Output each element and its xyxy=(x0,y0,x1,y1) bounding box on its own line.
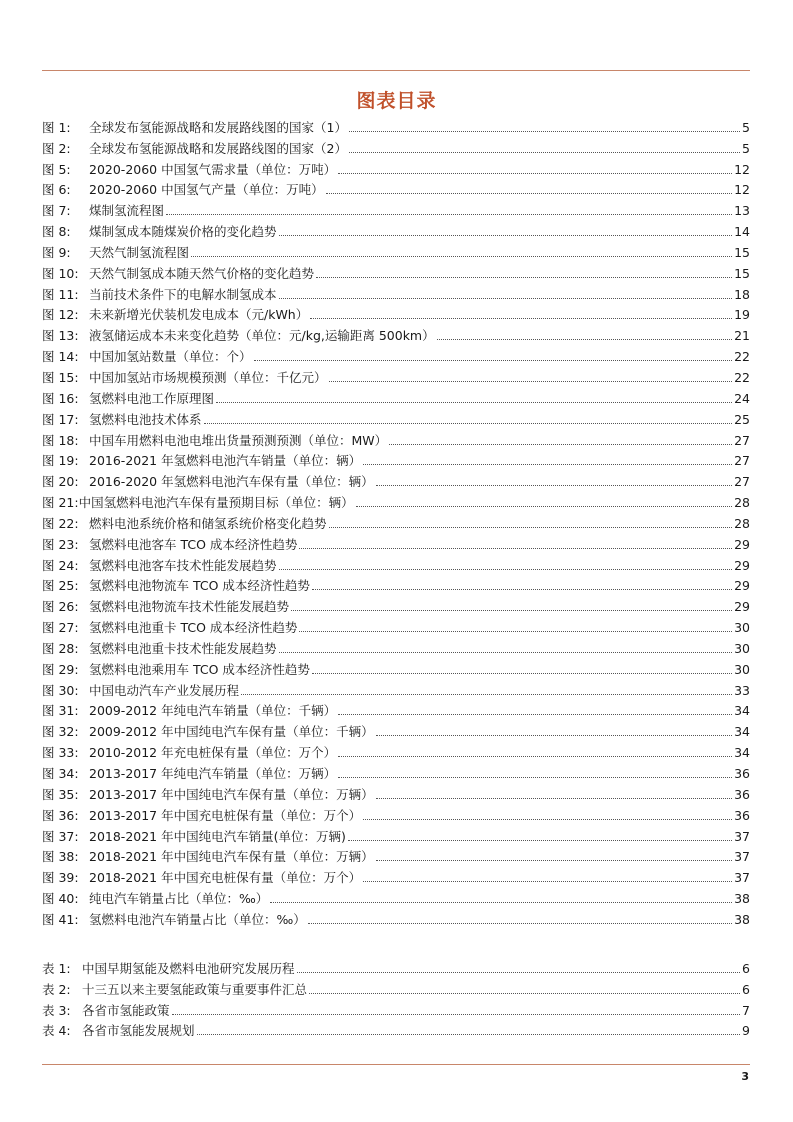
figure-entry-title: 2020-2060 中国氢气需求量（单位：万吨） xyxy=(89,161,337,177)
figure-entry-page: 15 xyxy=(734,244,750,260)
figure-entry-title: 中国电动汽车产业发展历程 xyxy=(89,682,240,698)
dot-leader xyxy=(254,360,733,361)
figure-entry-title: 全球发布氢能源战略和发展路线图的国家（2） xyxy=(89,140,347,156)
dot-leader xyxy=(308,923,732,924)
dot-leader xyxy=(329,527,733,528)
figure-entry-title: 2018-2021 年中国充电桩保有量（单位：万个） xyxy=(89,870,362,886)
page-title: 图表目录 xyxy=(356,90,437,112)
figure-entry[interactable] xyxy=(42,156,750,177)
dot-leader xyxy=(376,798,732,799)
figure-entry-label: 图 26: xyxy=(42,599,79,615)
figure-entry-label: 图 32: xyxy=(42,724,79,740)
figure-entry[interactable] xyxy=(42,864,750,885)
figure-entry[interactable] xyxy=(42,510,750,531)
figure-entry-page: 14 xyxy=(734,224,750,240)
figure-entry[interactable] xyxy=(42,739,750,760)
dot-leader xyxy=(279,569,733,570)
table-entry-title: 各省市氢能发展规划 xyxy=(82,1023,195,1039)
figure-entry[interactable] xyxy=(42,260,750,281)
table-entry[interactable] xyxy=(42,976,750,997)
figure-entry-title: 氢燃料电池乘用车 TCO 成本经济性趋势 xyxy=(89,661,310,677)
figure-entry-page: 27 xyxy=(734,432,750,448)
figure-entry[interactable] xyxy=(42,448,750,469)
dot-leader xyxy=(172,1014,741,1015)
figure-entry-label: 图 2: xyxy=(42,140,71,156)
figure-entry[interactable] xyxy=(42,343,750,364)
table-list xyxy=(42,955,750,1038)
figure-entry-title: 煤制氢流程图 xyxy=(89,203,165,219)
dot-leader xyxy=(349,152,740,153)
figure-entry-label: 图 36: xyxy=(42,807,79,823)
figure-entry-page: 12 xyxy=(734,182,750,198)
figure-entry[interactable] xyxy=(42,698,750,719)
figure-entry-label: 图 19: xyxy=(42,453,79,469)
figure-entry[interactable] xyxy=(42,322,750,343)
figure-entry-page: 27 xyxy=(734,453,750,469)
dot-leader xyxy=(437,339,732,340)
figure-entry-title: 天然气制氢流程图 xyxy=(89,244,190,260)
figure-entry-page: 36 xyxy=(734,786,750,802)
figure-entry[interactable] xyxy=(42,635,750,656)
dot-leader xyxy=(376,485,732,486)
figure-entry[interactable] xyxy=(42,844,750,865)
dot-leader xyxy=(312,673,732,674)
figure-entry-label: 图 13: xyxy=(42,328,79,344)
figure-entry-title: 中国氢燃料电池汽车保有量预期目标（单位：辆） xyxy=(78,495,354,511)
figure-entry-label: 图 7: xyxy=(42,203,71,219)
figure-entry-title: 中国加氢站数量（单位：个） xyxy=(89,349,252,365)
dot-leader xyxy=(312,589,732,590)
table-entry-label: 表 3: xyxy=(42,1002,71,1018)
figure-entry-label: 图 18: xyxy=(42,432,79,448)
figure-entry[interactable] xyxy=(42,281,750,302)
dot-leader xyxy=(279,298,733,299)
dot-leader xyxy=(299,548,732,549)
figure-entry[interactable] xyxy=(42,468,750,489)
figure-entry-page: 36 xyxy=(734,807,750,823)
figure-entry-label: 图 41: xyxy=(42,911,79,927)
footer-rule xyxy=(42,1064,750,1065)
figure-entry-page: 34 xyxy=(734,703,750,719)
figure-entry-label: 图 10: xyxy=(42,265,79,281)
figure-entry-page: 13 xyxy=(734,203,750,219)
figure-entry-title: 氢燃料电池汽车销量占比（单位：‰） xyxy=(89,911,306,927)
figure-entry-page: 37 xyxy=(734,828,750,844)
figure-entry[interactable] xyxy=(42,239,750,260)
figure-entry[interactable] xyxy=(42,114,750,135)
figure-entry-label: 图 28: xyxy=(42,640,79,656)
figure-entry[interactable] xyxy=(42,406,750,427)
figure-entry-title: 天然气制氢成本随天然气价格的变化趋势 xyxy=(89,265,315,281)
table-entry-title: 各省市氢能政策 xyxy=(82,1002,170,1018)
dot-leader xyxy=(299,631,732,632)
figure-entry-label: 图 27: xyxy=(42,620,79,636)
figure-entry-page: 22 xyxy=(734,349,750,365)
dot-leader xyxy=(291,610,732,611)
dot-leader xyxy=(279,235,733,236)
figure-entry-page: 30 xyxy=(734,620,750,636)
table-entry-page: 6 xyxy=(742,960,750,976)
figure-entry-title: 2010-2012 年充电桩保有量（单位：万个） xyxy=(89,745,337,761)
figure-entry[interactable] xyxy=(42,677,750,698)
dot-leader xyxy=(348,840,732,841)
header-rule xyxy=(42,70,750,71)
figure-entry-title: 2013-2017 年中国纯电汽车保有量（单位：万辆） xyxy=(89,786,374,802)
figure-entry-page: 27 xyxy=(734,474,750,490)
figure-entry[interactable] xyxy=(42,573,750,594)
figure-entry-page: 29 xyxy=(734,557,750,573)
figure-entry-title: 2020-2060 中国氢气产量（单位：万吨） xyxy=(89,182,324,198)
table-entry[interactable] xyxy=(42,1018,750,1039)
figure-entry-label: 图 16: xyxy=(42,390,79,406)
figure-entry-title: 2009-2012 年纯电汽车销量（单位：千辆） xyxy=(89,703,337,719)
figure-entry[interactable] xyxy=(42,552,750,573)
figure-entry-label: 图 20: xyxy=(42,474,79,490)
dot-leader xyxy=(216,402,732,403)
figure-entry[interactable] xyxy=(42,531,750,552)
figure-entry-label: 图 38: xyxy=(42,849,79,865)
figure-entry-page: 37 xyxy=(734,870,750,886)
dot-leader xyxy=(329,381,733,382)
dot-leader xyxy=(356,506,732,507)
dot-leader xyxy=(389,444,732,445)
figure-entry-label: 图 14: xyxy=(42,349,79,365)
figure-entry-label: 图 21: xyxy=(42,495,79,511)
figure-entry-page: 38 xyxy=(734,891,750,907)
figure-entry[interactable] xyxy=(42,177,750,198)
figure-entry-title: 氢燃料电池物流车技术性能发展趋势 xyxy=(89,599,290,615)
figure-entry-label: 图 17: xyxy=(42,411,79,427)
figure-entry-page: 34 xyxy=(734,745,750,761)
figure-entry-page: 33 xyxy=(734,682,750,698)
figure-entry-label: 图 5: xyxy=(42,161,71,177)
figure-entry-title: 2016-2020 年氢燃料电池汽车保有量（单位：辆） xyxy=(89,474,374,490)
figure-entry[interactable] xyxy=(42,385,750,406)
figure-entry-page: 29 xyxy=(734,578,750,594)
dot-leader xyxy=(309,993,740,994)
figure-entry-label: 图 25: xyxy=(42,578,79,594)
figure-entry-page: 28 xyxy=(734,495,750,511)
dot-leader xyxy=(191,256,732,257)
figure-entry-title: 煤制氢成本随煤炭价格的变化趋势 xyxy=(89,224,277,240)
dot-leader xyxy=(363,464,732,465)
figure-entry-title: 未来新增光伏装机发电成本（元/kWh） xyxy=(89,307,309,323)
table-entry-label: 表 1: xyxy=(42,960,71,976)
figure-entry-label: 图 12: xyxy=(42,307,79,323)
figure-entry-title: 氢燃料电池客车 TCO 成本经济性趋势 xyxy=(89,536,298,552)
page-number: 3 xyxy=(741,1070,749,1083)
figure-entry-label: 图 39: xyxy=(42,870,79,886)
figure-entry[interactable] xyxy=(42,489,750,510)
dot-leader xyxy=(316,277,732,278)
figure-entry-page: 22 xyxy=(734,369,750,385)
table-entry-title: 十三五以来主要氢能政策与重要事件汇总 xyxy=(82,981,308,997)
figure-entry[interactable] xyxy=(42,364,750,385)
figure-entry-title: 2013-2017 年纯电汽车销量（单位：万辆） xyxy=(89,766,337,781)
figure-entry-label: 图 11: xyxy=(42,286,79,302)
figure-entry[interactable] xyxy=(42,781,750,802)
figure-entry-label: 图 33: xyxy=(42,745,79,761)
figure-entry-page: 28 xyxy=(734,515,750,531)
figure-entry[interactable] xyxy=(42,135,750,156)
dot-leader xyxy=(338,777,732,778)
table-entry-page: 6 xyxy=(742,981,750,997)
dot-leader xyxy=(326,193,732,194)
figure-entry-page: 5 xyxy=(742,119,750,135)
dot-leader xyxy=(349,131,740,132)
figure-entry-page: 36 xyxy=(734,766,750,781)
dot-leader xyxy=(204,423,733,424)
dot-leader xyxy=(363,881,732,882)
figure-entry-label: 图 31: xyxy=(42,703,79,719)
figure-list xyxy=(42,114,750,927)
figure-entry-label: 图 23: xyxy=(42,536,79,552)
dot-leader xyxy=(376,735,732,736)
figure-entry-title: 氢燃料电池物流车 TCO 成本经济性趋势 xyxy=(89,578,310,594)
figure-entry[interactable] xyxy=(42,760,750,781)
figure-entry-title: 2009-2012 年中国纯电汽车保有量（单位：千辆） xyxy=(89,724,374,740)
figure-entry-title: 2013-2017 年中国充电桩保有量（单位：万个） xyxy=(89,807,362,823)
figure-entry-title: 氢燃料电池工作原理图 xyxy=(89,390,215,406)
figure-entry[interactable] xyxy=(42,885,750,906)
figure-entry[interactable] xyxy=(42,302,750,323)
figure-entry[interactable] xyxy=(42,823,750,844)
figure-entry-label: 图 35: xyxy=(42,786,79,802)
figure-entry-title: 纯电汽车销量占比（单位：‰） xyxy=(89,891,269,907)
figure-entry-title: 液氢储运成本未来变化趋势（单位：元/kg,运输距离 500km） xyxy=(89,328,435,344)
figure-entry-title: 中国车用燃料电池电堆出货量预测预测（单位：MW） xyxy=(89,432,388,448)
dot-leader xyxy=(338,756,732,757)
figure-entry-page: 30 xyxy=(734,661,750,677)
figure-entry-label: 图 8: xyxy=(42,224,71,240)
figure-entry-title: 中国加氢站市场规模预测（单位：千亿元） xyxy=(89,369,327,385)
dot-leader xyxy=(297,972,741,973)
figure-entry-title: 2018-2021 年中国纯电汽车销量(单位：万辆) xyxy=(89,828,346,844)
figure-entry-title: 氢燃料电池重卡 TCO 成本经济性趋势 xyxy=(89,620,298,636)
table-entry-page: 7 xyxy=(742,1002,750,1018)
figure-entry-label: 图 40: xyxy=(42,891,79,907)
figure-entry-label: 图 6: xyxy=(42,182,71,198)
figure-entry-title: 2018-2021 年中国纯电汽车保有量（单位：万辆） xyxy=(89,849,374,865)
dot-leader xyxy=(338,173,732,174)
figure-entry[interactable] xyxy=(42,906,750,927)
dot-leader xyxy=(376,860,732,861)
dot-leader xyxy=(270,902,732,903)
figure-entry[interactable] xyxy=(42,427,750,448)
figure-entry-page: 25 xyxy=(734,411,750,427)
dot-leader xyxy=(310,318,732,319)
table-entry-page: 9 xyxy=(742,1023,750,1039)
figure-entry-title: 当前技术条件下的电解水制氢成本 xyxy=(89,286,277,302)
figure-entry[interactable] xyxy=(42,197,750,218)
table-entry-label: 表 2: xyxy=(42,981,71,997)
figure-entry-page: 5 xyxy=(742,140,750,156)
figure-entry-label: 图 29: xyxy=(42,661,79,677)
figure-entry-title: 氢燃料电池重卡技术性能发展趋势 xyxy=(89,640,277,656)
figure-entry-page: 19 xyxy=(734,307,750,323)
dot-leader xyxy=(166,214,732,215)
figure-entry-page: 38 xyxy=(734,911,750,927)
figure-entry-label: 图 9: xyxy=(42,244,71,260)
figure-entry-page: 21 xyxy=(734,328,750,344)
dot-leader xyxy=(197,1034,741,1035)
table-entry-label: 表 4: xyxy=(42,1023,71,1039)
figure-entry-title: 全球发布氢能源战略和发展路线图的国家（1） xyxy=(89,119,347,135)
figure-entry-page: 29 xyxy=(734,599,750,615)
figure-entry-label: 图 22: xyxy=(42,515,79,531)
figure-entry-page: 34 xyxy=(734,724,750,740)
figure-entry[interactable] xyxy=(42,656,750,677)
figure-entry-page: 30 xyxy=(734,640,750,656)
figure-entry-page: 24 xyxy=(734,390,750,406)
figure-entry-page: 29 xyxy=(734,536,750,552)
figure-entry-page: 15 xyxy=(734,265,750,281)
figure-entry-label: 图 1: xyxy=(42,119,71,135)
figure-entry-title: 氢燃料电池客车技术性能发展趋势 xyxy=(89,557,277,573)
table-entry[interactable] xyxy=(42,997,750,1018)
table-entry-title: 中国早期氢能及燃料电池研究发展历程 xyxy=(82,960,295,976)
dot-leader xyxy=(338,714,732,715)
dot-leader xyxy=(279,652,733,653)
figure-entry[interactable] xyxy=(42,614,750,635)
dot-leader xyxy=(241,694,732,695)
figure-entry-title: 燃料电池系统价格和储氢系统价格变化趋势 xyxy=(89,515,327,531)
dot-leader xyxy=(363,819,732,820)
figure-entry[interactable] xyxy=(42,718,750,739)
figure-entry-label: 图 34: xyxy=(42,766,79,781)
figure-entry[interactable] xyxy=(42,218,750,239)
figure-entry-label: 图 24: xyxy=(42,557,79,573)
figure-entry-label: 图 37: xyxy=(42,828,79,844)
figure-entry-page: 12 xyxy=(734,161,750,177)
figure-entry-label: 图 30: xyxy=(42,682,79,698)
figure-entry-page: 37 xyxy=(734,849,750,865)
figure-entry[interactable] xyxy=(42,593,750,614)
figure-entry-title: 2016-2021 年氢燃料电池汽车销量（单位：辆） xyxy=(89,453,362,469)
figure-entry-label: 图 15: xyxy=(42,369,79,385)
figure-entry-title: 氢燃料电池技术体系 xyxy=(89,411,202,427)
figure-entry[interactable] xyxy=(42,802,750,823)
figure-entry-page: 18 xyxy=(734,286,750,302)
table-entry[interactable] xyxy=(42,955,750,976)
